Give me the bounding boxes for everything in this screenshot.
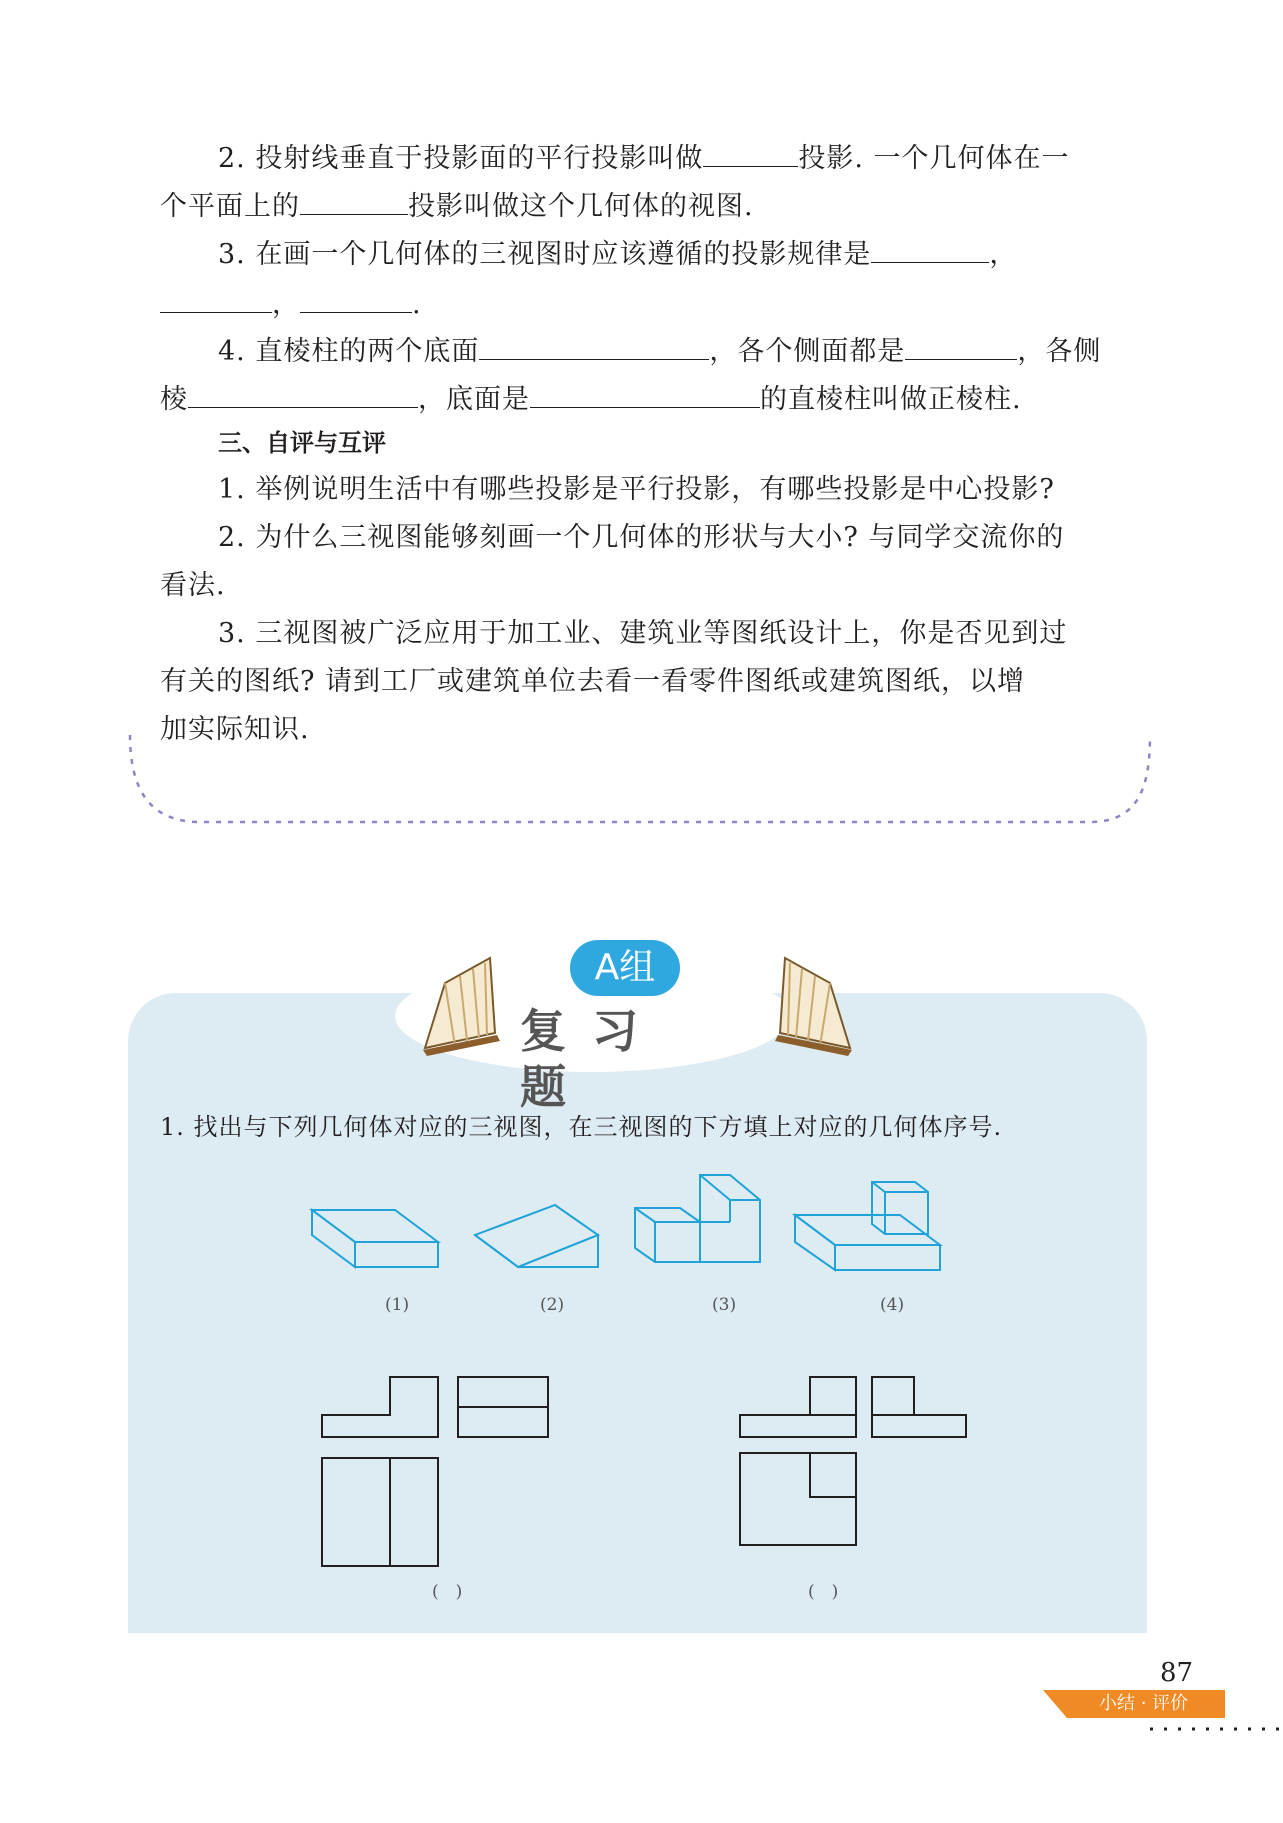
review-title: 复习题 xyxy=(520,1004,664,1114)
review-q1: 1. 找出与下列几何体对应的三视图，在三视图的下方填上对应的几何体序号. xyxy=(160,1113,1003,1141)
answer-blank[interactable] xyxy=(160,286,272,313)
q2-line1 xyxy=(218,140,1070,176)
solid-label-2: (2) xyxy=(540,1295,565,1315)
q4-text-f: 的直棱柱叫做正棱柱. xyxy=(760,384,1022,415)
section3-q1: 1. 举例说明生活中有哪些投影是平行投影，有哪些投影是中心投影? xyxy=(218,474,1055,505)
section3-q3c: 加实际知识. xyxy=(160,714,310,745)
solid-label-4: (4) xyxy=(880,1295,905,1315)
section3-q2a: 2. 为什么三视图能够刻画一个几何体的形状与大小? 与同学交流你的 xyxy=(218,522,1065,553)
page-number: 87 xyxy=(1160,1658,1194,1688)
front-view xyxy=(740,1377,856,1437)
answer-blank[interactable] xyxy=(905,333,1017,360)
q2-text-d: 投影叫做这个几何体的视图. xyxy=(408,191,754,222)
solid-4-slab-cube xyxy=(795,1182,940,1270)
solid-label-3: (3) xyxy=(712,1295,737,1315)
q3-text-c: ， xyxy=(272,289,300,320)
section3-q3b: 有关的图纸? 请到工厂或建筑单位去看一看零件图纸或建筑图纸，以增 xyxy=(160,666,1026,697)
q3-text-d: . xyxy=(412,289,422,320)
answer-bracket-b[interactable]: ( ) xyxy=(808,1582,839,1602)
section3-q2b: 看法. xyxy=(160,570,226,601)
section-tag-label: 小结 · 评价 xyxy=(1099,1693,1189,1714)
q4-text-a: 4. 直棱柱的两个底面 xyxy=(218,336,480,367)
dashed-bracket xyxy=(120,730,1170,830)
q4-text-e: ，底面是 xyxy=(418,384,530,415)
answer-blank[interactable] xyxy=(479,333,709,360)
answer-blank[interactable] xyxy=(703,140,798,167)
answer-blank[interactable] xyxy=(300,286,412,313)
q2-line2 xyxy=(160,188,754,224)
three-view-b xyxy=(738,1375,978,1550)
q3-text-a: 3. 在画一个几何体的三视图时应该遵循的投影规律是 xyxy=(218,239,872,270)
answer-blank[interactable] xyxy=(530,381,760,408)
q4-line2 xyxy=(160,381,1022,417)
section3-heading: 三、自评与互评 xyxy=(218,429,386,457)
q2-text-b: 投影. 一个几何体在一 xyxy=(798,143,1070,174)
solid-3-step xyxy=(635,1175,760,1262)
three-view-a xyxy=(320,1375,560,1570)
q2-text-a: 2. 投射线垂直于投影面的平行投影叫做 xyxy=(218,143,704,174)
q3-line2 xyxy=(160,286,422,322)
q3-line1 xyxy=(218,236,1017,272)
open-book-icon xyxy=(415,938,515,1058)
side-view xyxy=(872,1377,966,1437)
top-view xyxy=(740,1453,856,1545)
top-view xyxy=(322,1458,438,1566)
solid-2-wedge xyxy=(475,1205,598,1267)
q3-text-b: ， xyxy=(989,239,1018,270)
footer-dots xyxy=(1150,1724,1283,1734)
answer-blank[interactable] xyxy=(300,188,408,215)
q4-text-d: 棱 xyxy=(160,384,188,415)
solid-1-slab xyxy=(312,1210,438,1267)
answer-blank[interactable] xyxy=(871,236,989,263)
front-view xyxy=(322,1377,438,1437)
solid-label-1: (1) xyxy=(385,1295,410,1315)
q4-text-b: ，各个侧面都是 xyxy=(709,336,906,367)
section-tag xyxy=(1043,1690,1225,1718)
open-book-icon xyxy=(760,938,860,1058)
q4-text-c: ，各侧 xyxy=(1017,336,1102,367)
q4-line1 xyxy=(218,333,1101,369)
group-tag: A组 xyxy=(570,940,680,996)
answer-blank[interactable] xyxy=(188,381,418,408)
q2-text-c: 个平面上的 xyxy=(160,191,300,222)
answer-bracket-a[interactable]: ( ) xyxy=(432,1582,463,1602)
section3-q3a: 3. 三视图被广泛应用于加工业、建筑业等图纸设计上，你是否见到过 xyxy=(218,618,1068,649)
